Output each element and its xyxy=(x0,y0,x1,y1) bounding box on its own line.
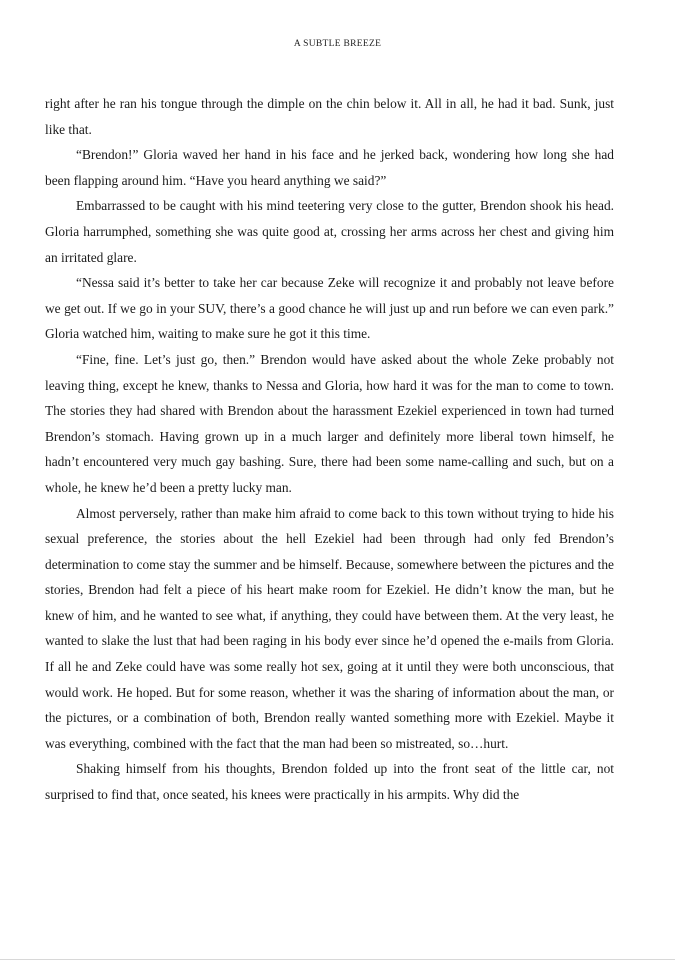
running-header: A SUBTLE BREEZE xyxy=(293,39,382,49)
paragraph: “Brendon!” Gloria waved her hand in his face and he jerked back, wondering how long she had been flapping around him. “Have you heard anything we said?” xyxy=(45,147,614,188)
page-bottom-divider xyxy=(0,959,675,960)
paragraph: Shaking himself from his thoughts, Brendon folded up into the front seat of the little car, not surprised to find that, once seated, his knees were practically in his armpits. Why did the xyxy=(45,761,614,803)
paragraph-continued: right after he ran his tongue through the dimple on the chin below it. All in all, he had it bad. Sunk, just like that. xyxy=(45,96,614,137)
body-text xyxy=(45,91,614,808)
paragraph: “Fine, fine. Let’s just go, then.” Brendon would have asked about the whole Zeke probably not leaving thing, except he knew, thanks to Nessa and Gloria, how hard it was for the man to come to town. The stories they had shared with Brendon about the harassment Ezekiel experienced in town had turned Brendon’s stomach. Having grown up in a much larger and definitely more liberal town himself, he hadn’t encountered very much gay bashing. Sure, there had been some name-calling and such, but on a whole, he knew he’d been a pretty lucky man. xyxy=(45,351,614,495)
paragraph: Almost perversely, rather than make him afraid to come back to this town without trying to hide his sexual preference, the stories about the hell Ezekiel had been through had only fed Brendon’s determination to come stay the summer and be himself. Because, somewhere between the pictures and the stories, Brendon had felt a piece of his heart make room for Ezekiel. He didn’t know the man, but he knew of him, and he wanted to see what, if anything, they could have between them. At the very least, he wanted to slake the lust that had been raging in his body ever since he’d opened the e-mails from Gloria. If all he and Zeke could have was some really hot sex, going at it until they were both unconscious, that would work. He hoped. But for some reason, whether it was the sharing of information about the man, or the pictures, or a combination of both, Brendon really wanted something more with Ezekiel. Maybe it was everything, combined with the fact that the man had been so mistreated, so…hurt. xyxy=(45,505,614,751)
paragraph: “Nessa said it’s better to take her car because Zeke will recognize it and probably not leave before we get out. If we go in your SUV, there’s a good chance he will just up and run before we can even park.” Gloria watched him, waiting to make sure he got it this time. xyxy=(45,275,614,342)
paragraph: Embarrassed to be caught with his mind teetering very close to the gutter, Brendon shook his head. Gloria harrumphed, something she was quite good at, crossing her arms across her chest and giving him an irritated glare. xyxy=(45,198,614,265)
